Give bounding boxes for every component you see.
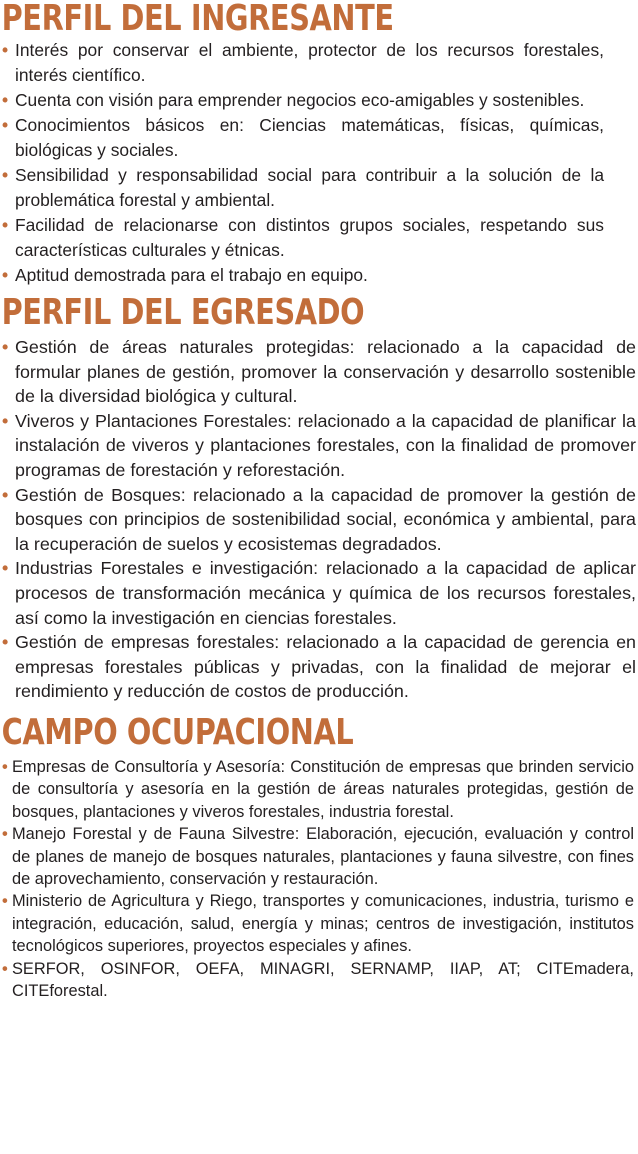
bullet-icon: • [2, 90, 9, 110]
list-item-text: Ministerio de Agricultura y Riego, transportes y comunicaciones, industria, turismo e integración, educación, salud, energía y minas; centros de investigación, institutos tecnológicos superiores, proyectos especiales y afines. [12, 892, 634, 956]
list-item [0, 890, 638, 957]
section-heading: PERFIL DEL INGRESANTE [1, 0, 394, 39]
section-perfil-egresado [0, 294, 638, 704]
list-item-text: Gestión de empresas forestales: relacionado a la capacidad de gerencia en empresas forestales públicas y privadas, con la finalidad de mejorar el rendimiento y reducción de costos de producción. [15, 632, 636, 702]
bullet-icon: • [2, 959, 8, 978]
list-item [0, 823, 638, 890]
bullet-list [0, 335, 638, 704]
list-item [0, 483, 638, 557]
bullet-icon: • [2, 892, 8, 911]
bullet-icon: • [2, 215, 9, 235]
bullet-icon: • [2, 825, 8, 844]
list-item-text: Manejo Forestal y de Fauna Silvestre: Elaboración, ejecución, evaluación y control de planes de manejo de bosques naturales, plantaciones y fauna silvestre, con fines de aprovechamiento, conservación y restauración. [12, 825, 634, 888]
list-item [0, 113, 638, 163]
list-item-text: Cuenta con visión para emprender negocios eco-amigables y sostenibles. [15, 90, 585, 110]
bullet-icon: • [2, 484, 9, 505]
list-item [0, 38, 638, 88]
list-item-text: SERFOR, OSINFOR, OEFA, MINAGRI, SERNAMP, IIAP, AT; CITEmadera, CITEforestal. [12, 959, 634, 1000]
list-item-text: Viveros y Plantaciones Forestales: relacionado a la capacidad de planificar la instalación de viveros y plantaciones forestales, con la finalidad de promover programas de forestación y reforestación. [15, 410, 636, 480]
bullet-icon: • [2, 558, 9, 579]
list-item [0, 88, 638, 113]
section-heading: PERFIL DEL EGRESADO [1, 292, 365, 333]
list-item-text: Aptitud demostrada para el trabajo en equipo. [15, 265, 368, 285]
list-item [0, 213, 638, 263]
list-item-text: Facilidad de relacionarse con distintos grupos sociales, respetando sus características culturales y étnicas. [15, 215, 604, 260]
bullet-icon: • [2, 337, 9, 357]
list-item [0, 630, 638, 704]
bullet-list [0, 38, 638, 288]
list-item [0, 263, 638, 288]
list-item [0, 958, 638, 1003]
bullet-icon: • [2, 165, 9, 185]
list-item [0, 335, 638, 409]
list-item-text: Interés por conservar el ambiente, protector de los recursos forestales, interés científico. [15, 40, 604, 85]
list-item-text: Sensibilidad y responsabilidad social para contribuir a la solución de la problemática forestal y ambiental. [15, 165, 604, 210]
bullet-icon: • [2, 410, 9, 431]
bullet-icon: • [2, 632, 9, 653]
list-item-text: Conocimientos básicos en: Ciencias matemáticas, físicas, químicas, biológicas y sociales. [15, 115, 604, 160]
bullet-icon: • [2, 757, 8, 776]
list-item [0, 556, 638, 630]
list-item-text: Empresas de Consultoría y Asesoría: Constitución de empresas que brinden servicio de consultoría y asesoría en la gestión de áreas naturales protegidas, gestión de bosques, plantaciones y viveros forestales, industria forestal. [12, 757, 634, 821]
list-item [0, 163, 638, 213]
section-heading: CAMPO OCUPACIONAL [1, 711, 354, 753]
list-item [0, 409, 638, 483]
list-item-text: Gestión de áreas naturales protegidas: relacionado a la capacidad de formular planes de gestión, promover la conservación y desarrollo sostenible de la diversidad biológica y cultural. [15, 337, 636, 407]
bullet-icon: • [2, 265, 9, 285]
list-item [0, 756, 638, 823]
bullet-icon: • [2, 40, 9, 60]
bullet-icon: • [2, 115, 9, 135]
bullet-list [0, 756, 638, 1002]
list-item-text: Industrias Forestales e investigación: relacionado a la capacidad de aplicar procesos de transformación mecánica y química de los recursos forestales, así como la investigación en ciencias forestales. [15, 558, 636, 628]
list-item-text: Gestión de Bosques: relacionado a la capacidad de promover la gestión de bosques con principios de sostenibilidad social, económica y ambiental, para la recuperación de suelos y ecosistemas degradados. [15, 484, 636, 554]
section-perfil-ingresante [0, 0, 638, 288]
section-campo-ocupacional [0, 711, 638, 1002]
